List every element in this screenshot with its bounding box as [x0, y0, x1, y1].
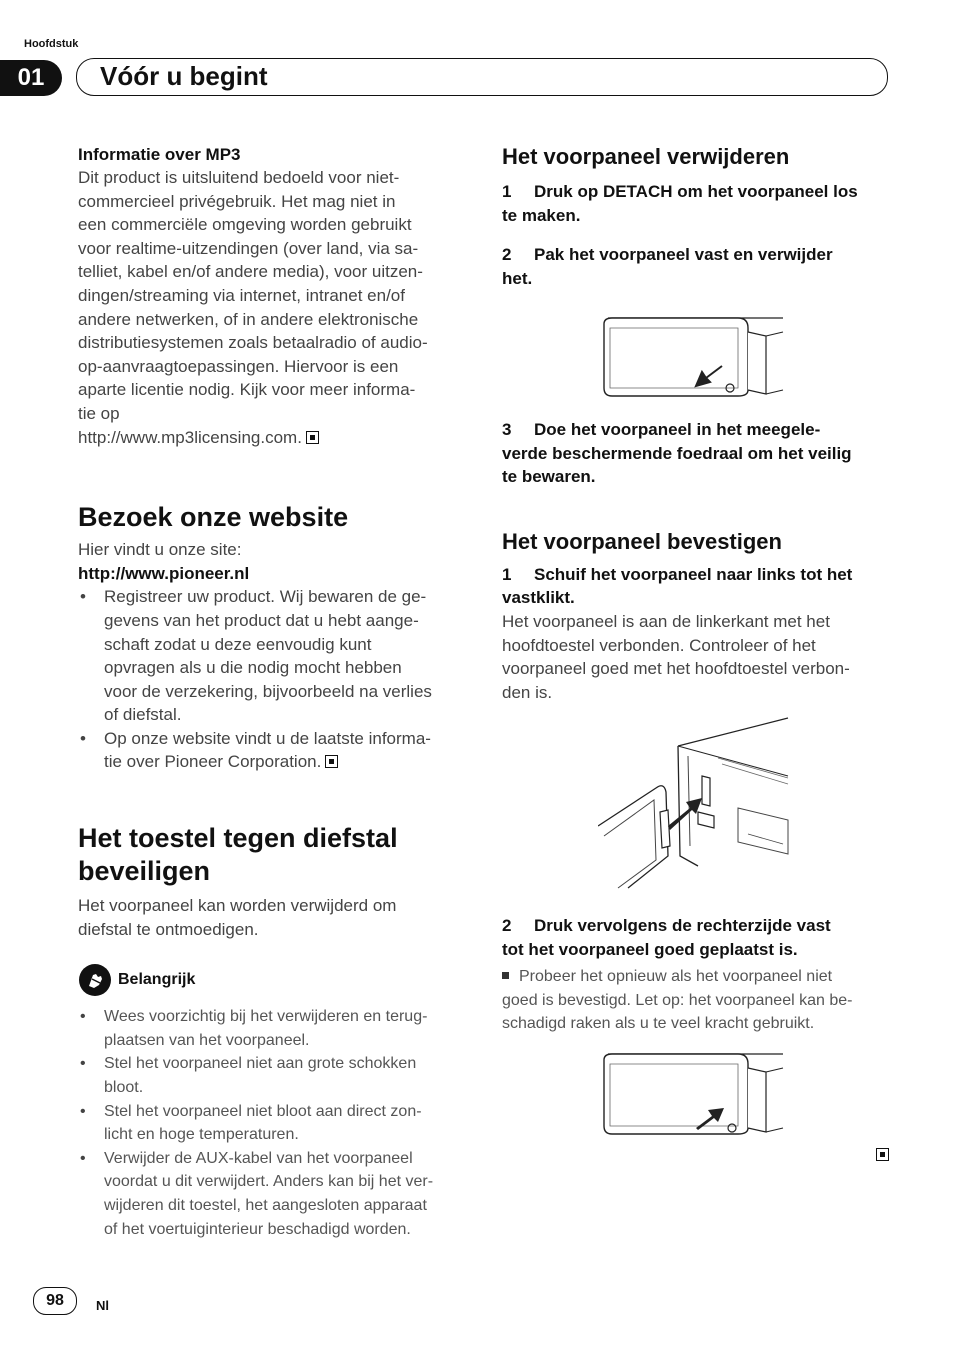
text-line: te maken.: [502, 205, 581, 225]
mp3-heading: Informatie over MP3: [78, 145, 241, 164]
text-line: den is.: [502, 682, 553, 702]
right-column-bottom: [502, 914, 902, 1036]
text-line: • Verwijder de AUX-kabel van het voorpaneel: [104, 1149, 413, 1167]
text-line: • Stel het voorpaneel niet aan grote schokken: [104, 1055, 417, 1073]
attach-left-illustration: [598, 716, 794, 894]
text-line: Het voorpaneel is aan de linkerkant met het: [502, 611, 830, 631]
text-line: tie op: [78, 403, 120, 423]
step-number: 2: [502, 916, 512, 935]
text-line: op-aanvraagtoepassingen. Hiervoor is een: [78, 356, 399, 376]
chapter-number: 01: [0, 60, 62, 96]
text-line: voor realtime-uitzendingen (over land, via sa-: [78, 238, 419, 258]
text-line: Dit product is uitsluitend bedoeld voor niet-: [78, 168, 400, 187]
list-item: [78, 1005, 468, 1052]
website-heading: Bezoek onze website: [78, 502, 349, 533]
text-line: commercieel privégebruik. Het mag niet in: [78, 191, 396, 211]
text-line: 2 Druk vervolgens de rechterzijde vast: [502, 914, 902, 938]
text-line: wijderen dit toestel, het aangesloten apparaat: [104, 1197, 427, 1214]
list-item: [78, 1147, 468, 1241]
right-column-continued: [502, 418, 902, 704]
chapter-title: Vóór u begint: [100, 61, 268, 91]
theft-heading-line: Het toestel tegen diefstal: [78, 823, 398, 854]
list-item: [78, 727, 468, 774]
text-line: verde beschermende foedraal om het veilig: [502, 443, 852, 463]
warning-hand-icon: [78, 963, 112, 997]
list-item: [78, 1100, 468, 1147]
mp3-paragraph: [78, 166, 468, 449]
text-line: telliet, kabel en/of andere media), voor uitzen-: [78, 262, 423, 282]
attach-step-1-body: [502, 610, 902, 704]
text-line: 2 Pak het voorpaneel vast en verwijder: [502, 243, 902, 267]
text-line: dingen/streaming via internet, intranet en/of: [78, 285, 405, 305]
step-number: 1: [502, 564, 512, 584]
step-number: 1: [502, 182, 512, 201]
text-line: hoofdtoestel verbonden. Controleer of het: [502, 635, 816, 655]
step-number: 3: [502, 420, 512, 439]
text-line: 3 Doe het voorpaneel in het meegele-: [502, 418, 902, 442]
attach-step-2: [502, 914, 902, 961]
step-number: 2: [502, 245, 512, 265]
square-bullet-icon: [502, 972, 509, 979]
attach-heading: Het voorpaneel bevestigen: [502, 528, 782, 554]
remove-step-1: [502, 180, 902, 227]
text-line: voor de verzekering, bijvoorbeeld na verlies: [104, 681, 432, 701]
important-header: [78, 963, 468, 997]
remove-panel-illustration: [598, 310, 792, 400]
text-line: [78, 426, 468, 450]
text-line: gevens van het product dat u hebt aange-: [104, 610, 419, 630]
chapter-label: Hoofdstuk: [24, 38, 79, 50]
page-number: 98: [33, 1287, 77, 1315]
text-line: • Stel het voorpaneel niet bloot aan direct zon-: [104, 1102, 422, 1120]
text-line: voorpaneel goed met het hoofdtoestel verbon-: [502, 659, 850, 679]
text-line: tie over Pioneer Corporation.: [104, 750, 468, 774]
list-item: [78, 585, 468, 727]
important-list: [78, 1005, 468, 1241]
text-line: schaft zodat u deze eenvoudig kunt: [104, 634, 372, 654]
remove-step-2: [502, 243, 902, 290]
right-column: [502, 142, 902, 290]
text-line: voordat u dit verwijdert. Anders kan bij het ver-: [104, 1173, 434, 1191]
text-line: het.: [502, 268, 533, 288]
attach-note: [502, 965, 902, 1036]
text-line: Het voorpaneel kan worden verwijderd om: [78, 896, 397, 916]
language-code: Nl: [96, 1298, 109, 1313]
end-mark-icon: [306, 431, 319, 444]
theft-heading: [78, 822, 468, 888]
text-line: distributiesystemen zoals betaalradio of audio-: [78, 333, 428, 353]
text-line: een commerciële omgeving worden gebruikt: [78, 215, 412, 235]
end-mark-icon: [325, 755, 338, 768]
remove-step-3: [502, 418, 902, 489]
text-line: tot het voorpaneel goed geplaatst is.: [502, 939, 798, 959]
end-mark-icon: [876, 1148, 889, 1161]
text-line: schadigd raken als u te veel kracht gebruikt.: [502, 1015, 815, 1033]
text-line: 1 Druk op DETACH om het voorpaneel los: [502, 180, 902, 204]
important-label: Belangrijk: [118, 971, 196, 989]
text-line: Probeer het opnieuw als het voorpaneel niet: [502, 965, 902, 989]
text-line: te bewaren.: [502, 467, 596, 487]
text-line: andere netwerken, of in andere elektronische: [78, 309, 419, 329]
list-item: [78, 1052, 468, 1099]
website-url[interactable]: http://www.pioneer.nl: [78, 563, 250, 583]
text-line: of diefstal.: [104, 705, 182, 725]
website-intro: Hier vindt u onze site:: [78, 540, 242, 560]
text-line: of het voertuiginterieur beschadigd worden.: [104, 1220, 411, 1238]
theft-paragraph: [78, 894, 468, 941]
text-line: opvragen als u die nodig mocht hebben: [104, 658, 402, 678]
mp3-licensing-link[interactable]: http://www.mp3licensing.com.: [78, 427, 302, 447]
text-line: vastklikt.: [502, 588, 575, 608]
attach-right-illustration: [598, 1046, 792, 1138]
theft-heading-line: beveiligen: [78, 856, 211, 887]
text-line: diefstal te ontmoedigen.: [78, 919, 259, 939]
remove-heading: Het voorpaneel verwijderen: [502, 144, 790, 169]
text-line: aparte licentie nodig. Kijk voor meer informa-: [78, 380, 416, 400]
text-line: • Wees voorzichtig bij het verwijderen en terug-: [104, 1008, 428, 1026]
left-column: [78, 144, 468, 1241]
text-line: licht en hoge temperaturen.: [104, 1126, 299, 1144]
text-line: • Op onze website vindt u de laatste informa-: [104, 728, 431, 748]
text-line: goed is bevestigd. Let op: het voorpaneel kan be-: [502, 991, 853, 1009]
text-line: • Registreer uw product. Wij bewaren de ge-: [104, 587, 427, 607]
text-line: 1 Schuif het voorpaneel naar links tot het: [502, 563, 902, 587]
attach-step-1: [502, 563, 902, 610]
text-line: plaatsen van het voorpaneel.: [104, 1031, 310, 1049]
text-line: bloot.: [104, 1079, 144, 1097]
